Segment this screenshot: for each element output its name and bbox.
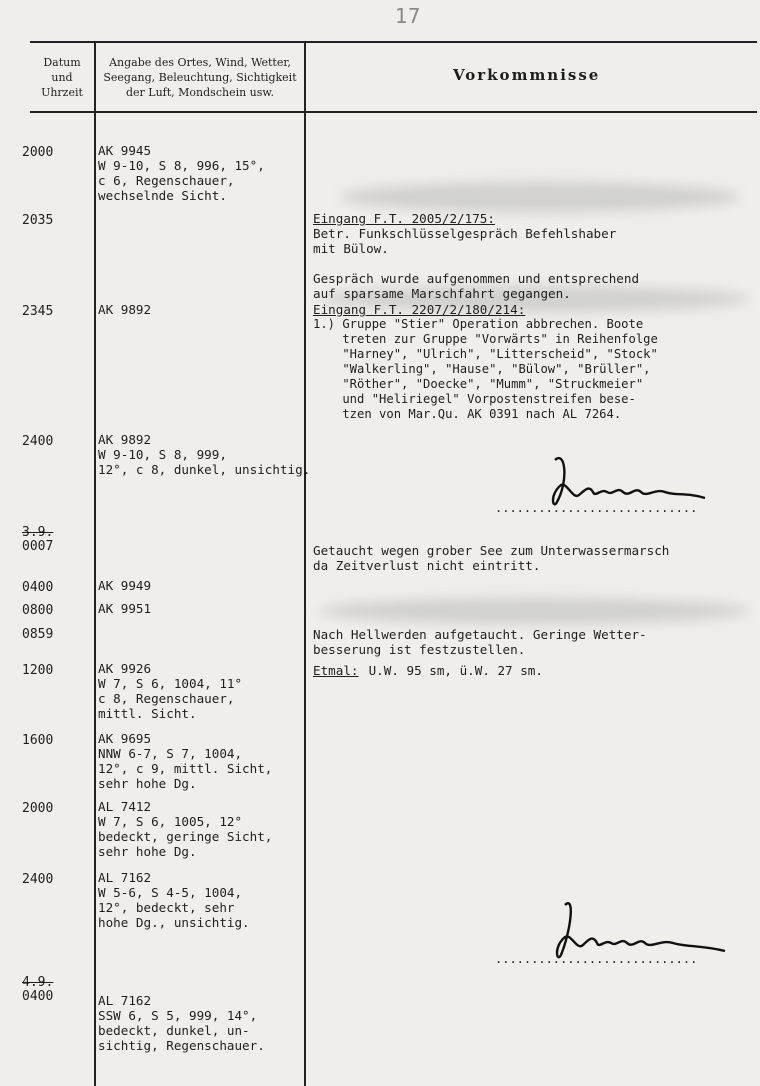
entry-time: 0400	[22, 989, 54, 1004]
header-position-weather	[96, 55, 304, 100]
entry-event-title: Eingang F.T. 2005/2/175:	[313, 211, 495, 226]
ink-smudge	[320, 598, 750, 624]
entry-position-weather: AK 9892 W 9-10, S 8, 999, 12°, c 8, dunkel, unsichtig.	[98, 432, 311, 477]
entry-event-text: U.W. 95 sm, ü.W. 27 sm.	[361, 663, 543, 678]
header-position-line3: der Luft, Mondschein usw.	[125, 86, 275, 99]
entry-date-time	[22, 976, 53, 1004]
entry-event-text: Nach Hellwerden aufgetaucht. Geringe Wetter- besserung ist festzustellen.	[313, 627, 647, 657]
column-divider-1	[94, 41, 96, 1086]
svg-text:............................: ............................	[495, 501, 698, 515]
entry-time: 2400	[22, 872, 54, 887]
entry-date: 4.9.	[22, 975, 54, 990]
entry-event-title: Eingang F.T. 2207/2/180/214:	[313, 302, 526, 317]
entry-time: 2035	[22, 213, 54, 228]
entry-position-weather: AK 9892	[98, 302, 152, 317]
entry-position-weather: AL 7412 W 7, S 6, 1005, 12° bedeckt, geringe Sicht, sehr hohe Dg.	[98, 799, 273, 859]
entry-time: 0007	[22, 539, 54, 554]
entry-time: 2400	[22, 434, 54, 449]
entry-date-time	[22, 526, 53, 554]
entry-time: 2000	[22, 145, 54, 160]
column-divider-2	[304, 41, 306, 1086]
entry-date: 3.9.	[22, 525, 54, 540]
page-number: 17	[395, 4, 421, 28]
header-events: Vorkommnisse	[453, 66, 601, 84]
header-bottom-rule	[30, 111, 757, 113]
entry-time: 2000	[22, 801, 54, 816]
entry-position-weather: AK 9949	[98, 578, 152, 593]
entry-event-title: Etmal:	[313, 663, 359, 678]
entry-time: 1200	[22, 663, 54, 678]
svg-text:............................: ............................	[495, 952, 698, 966]
entry-position-weather: AK 9951	[98, 601, 152, 616]
header-date-time	[30, 55, 94, 100]
entry-event-text: Getaucht wegen grober See zum Unterwassermarsch da Zeitverlust nicht eintritt.	[313, 543, 670, 573]
ink-smudge	[340, 182, 740, 212]
entry-position-weather: AK 9945 W 9-10, S 8, 996, 15°, c 6, Regenschauer, wechselnde Sicht.	[98, 143, 265, 203]
entry-time: 1600	[22, 733, 54, 748]
header-position-line1: Angabe des Ortes, Wind, Wetter,	[109, 56, 291, 69]
entry-position-weather: AK 9926 W 7, S 6, 1004, 11° c 8, Regenschauer, mittl. Sicht.	[98, 661, 243, 721]
entry-position-weather: AL 7162 SSW 6, S 5, 999, 14°, bedeckt, dunkel, un- sichtig, Regenschauer.	[98, 993, 265, 1053]
entry-event-text: Betr. Funkschlüsselgespräch Befehlshaber mit Bülow. Gespräch wurde aufgenommen und entsprechend auf sparsame Marschfahrt gegangen.	[313, 226, 640, 301]
entry-time: 0800	[22, 603, 54, 618]
entry-position-weather: AL 7162 W 5-6, S 4-5, 1004, 12°, bedeckt, sehr hohe Dg., unsichtig.	[98, 870, 250, 930]
signature-1	[495, 440, 725, 520]
entry-time: 0859	[22, 627, 54, 642]
header-date-line: Datum	[43, 56, 81, 69]
header-position-line2: Seegang, Beleuchtung, Sichtigkeit	[103, 71, 297, 84]
header-time-line: Uhrzeit	[41, 86, 83, 99]
entry-time: 2345	[22, 304, 54, 319]
header-und-line: und	[51, 71, 73, 84]
header-top-rule	[30, 41, 757, 43]
entry-position-weather: AK 9695 NNW 6-7, S 7, 1004, 12°, c 9, mittl. Sicht, sehr hohe Dg.	[98, 731, 273, 791]
signature-2	[495, 885, 735, 975]
entry-event-text: 1.) Gruppe "Stier" Operation abbrechen. Boote treten zur Gruppe "Vorwärts" in Reihenfolge "Harney", "Ulrich", "Litterscheid", "Stock" "Walkerling", "Hause", "Bülow", "Brüller", "Röther", "Doecke", "Mumm", "Struckmeier" und "Heliriegel" Vorpostenstreifen bese- tzen von Mar.Qu. AK 0391 nach AL 7264.	[313, 317, 658, 421]
entry-time: 0400	[22, 580, 54, 595]
